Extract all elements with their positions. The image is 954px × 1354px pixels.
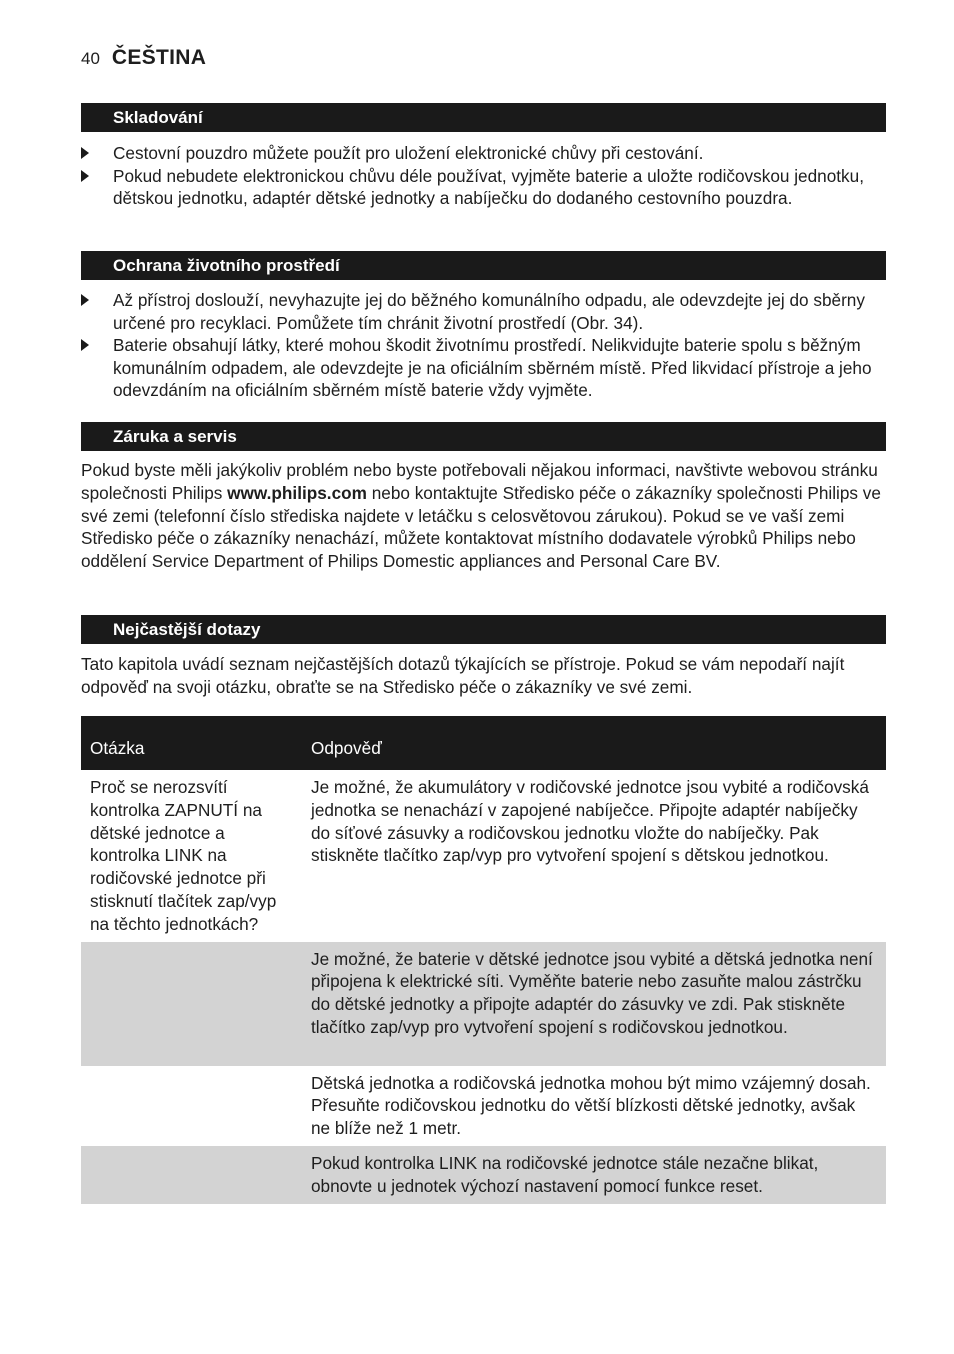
section-heading-storage: Skladování xyxy=(81,103,886,132)
bullet-arrow-icon xyxy=(81,339,89,351)
list-item-text: Cestovní pouzdro můžete použít pro uložení elektronické chůvy při cestování. xyxy=(113,143,704,163)
page-header xyxy=(81,46,206,74)
table-row xyxy=(81,1146,886,1204)
section-heading-faq: Nejčastější dotazy xyxy=(81,615,886,644)
warranty-text-end: nebo kontaktujte Středisko péče o zákazníky společnosti Philips ve své zemi (telefonní číslo střediska najdete v letáčku s celosvětovou zárukou). Pokud se ve vaší zemi Středisko péče o zákazníky nenachází, můžete kontaktovat místního dodavatele výrobků Philips nebo oddělení Service Department of Philips Domestic appliances and Personal Care BV. xyxy=(81,482,881,572)
list-item xyxy=(81,289,886,334)
table-row xyxy=(81,942,886,1066)
answer-cell: Dětská jednotka a rodičovská jednotka mohou být mimo vzájemný dosah. Přesuňte rodičovskou jednotku do větší blízkosti dětské jednotky, avšak ne blíže než 1 metr. xyxy=(311,1072,871,1139)
section-heading-warranty: Záruka a servis xyxy=(81,422,886,451)
list-item xyxy=(81,165,886,210)
question-cell xyxy=(81,1146,302,1204)
faq-intro: Tato kapitola uvádí seznam nejčastějších dotazů týkajících se přístroje. Pokud se vám nepodaří najít odpověď na svoji otázku, obraťte se na Středisko péče o zákazníky ve své zemi. xyxy=(81,654,845,697)
list-item-text: Pokud nebudete elektronickou chůvu déle používat, vyjměte baterie a uložte rodičovskou jednotku, dětskou jednotku, adaptér dětské jednotky a nabíječku do dodaného cestovního pouzdra. xyxy=(113,165,864,209)
column-header-question: Otázka xyxy=(81,716,302,770)
storage-bullet-list xyxy=(81,142,886,210)
bullet-arrow-icon xyxy=(81,170,89,182)
warranty-text-start: Pokud byste měli jakýkoliv problém nebo byste potřebovali nějakou informaci, navštivte webovou stránku společnosti Philips xyxy=(81,460,878,503)
philips-website-link[interactable]: www.philips.com xyxy=(227,482,367,503)
list-item-text: Až přístroj doslouží, nevyhazujte jej do běžného komunálního odpadu, ale odevzdejte jej do sběrny určené pro recyklaci. Pomůžete tím chránit životní prostředí (Obr. 34). xyxy=(113,290,865,333)
table-header-row xyxy=(81,716,886,770)
faq-table xyxy=(81,716,886,1204)
table-row xyxy=(81,770,886,942)
answer-cell: Je možné, že baterie v dětské jednotce jsou vybité a dětská jednotka není připojena k elektrické síti. Vyměňte baterie nebo zasuňte malou zástrčku do dětské jednotky a připojte adaptér do zásuvky ve zdi. Pak stiskněte tlačítko zap/vyp pro vytvoření spojení s rodičovskou jednotkou. xyxy=(302,942,886,1066)
answer-cell: Pokud kontrolka LINK na rodičovské jednotce stále nezačne blikat, obnovte u jednotek výchozí nastavení pomocí funkce reset. xyxy=(302,1146,886,1204)
section-heading-environment: Ochrana životního prostředí xyxy=(81,251,886,280)
question-cell xyxy=(81,942,302,1066)
warranty-paragraph xyxy=(81,459,886,573)
bullet-arrow-icon xyxy=(81,294,89,306)
table-row xyxy=(81,1066,886,1146)
question-cell: Proč se nerozsvítí kontrolka ZAPNUTÍ na dětské jednotce a kontrolka LINK na rodičovské jednotce při stisknutí tlačítek zap/vyp na těchto jednotkách? xyxy=(90,777,277,934)
list-item-text: Baterie obsahují látky, které mohou škodit životnímu prostředí. Nelikvidujte baterie spolu s běžným komunálním odpadem, ale odevzdejte je na oficiálním sběrném místě. Před likvidací přístroje a jeho odevzdáním na oficiálním sběrném místě baterie vždy vyjměte. xyxy=(113,335,872,401)
environment-bullet-list xyxy=(81,289,886,402)
list-item xyxy=(81,334,886,402)
answer-cell: Je možné, že akumulátory v rodičovské jednotce jsou vybité a rodičovská jednotka se nenachází v zapojené nabíječce. Připojte adaptér nabíječky do síťové zásuvky a rodičovskou jednotku vložte do nabíječky. Pak stiskněte tlačítko zap/vyp pro vytvoření spojení s dětskou jednotkou. xyxy=(311,777,869,866)
question-cell xyxy=(81,1066,302,1146)
page-language-title: ČEŠTINA xyxy=(111,46,207,69)
column-header-answer: Odpověď xyxy=(302,716,886,770)
page-number: 40 xyxy=(81,49,100,68)
list-item xyxy=(81,142,886,165)
bullet-arrow-icon xyxy=(81,147,89,159)
